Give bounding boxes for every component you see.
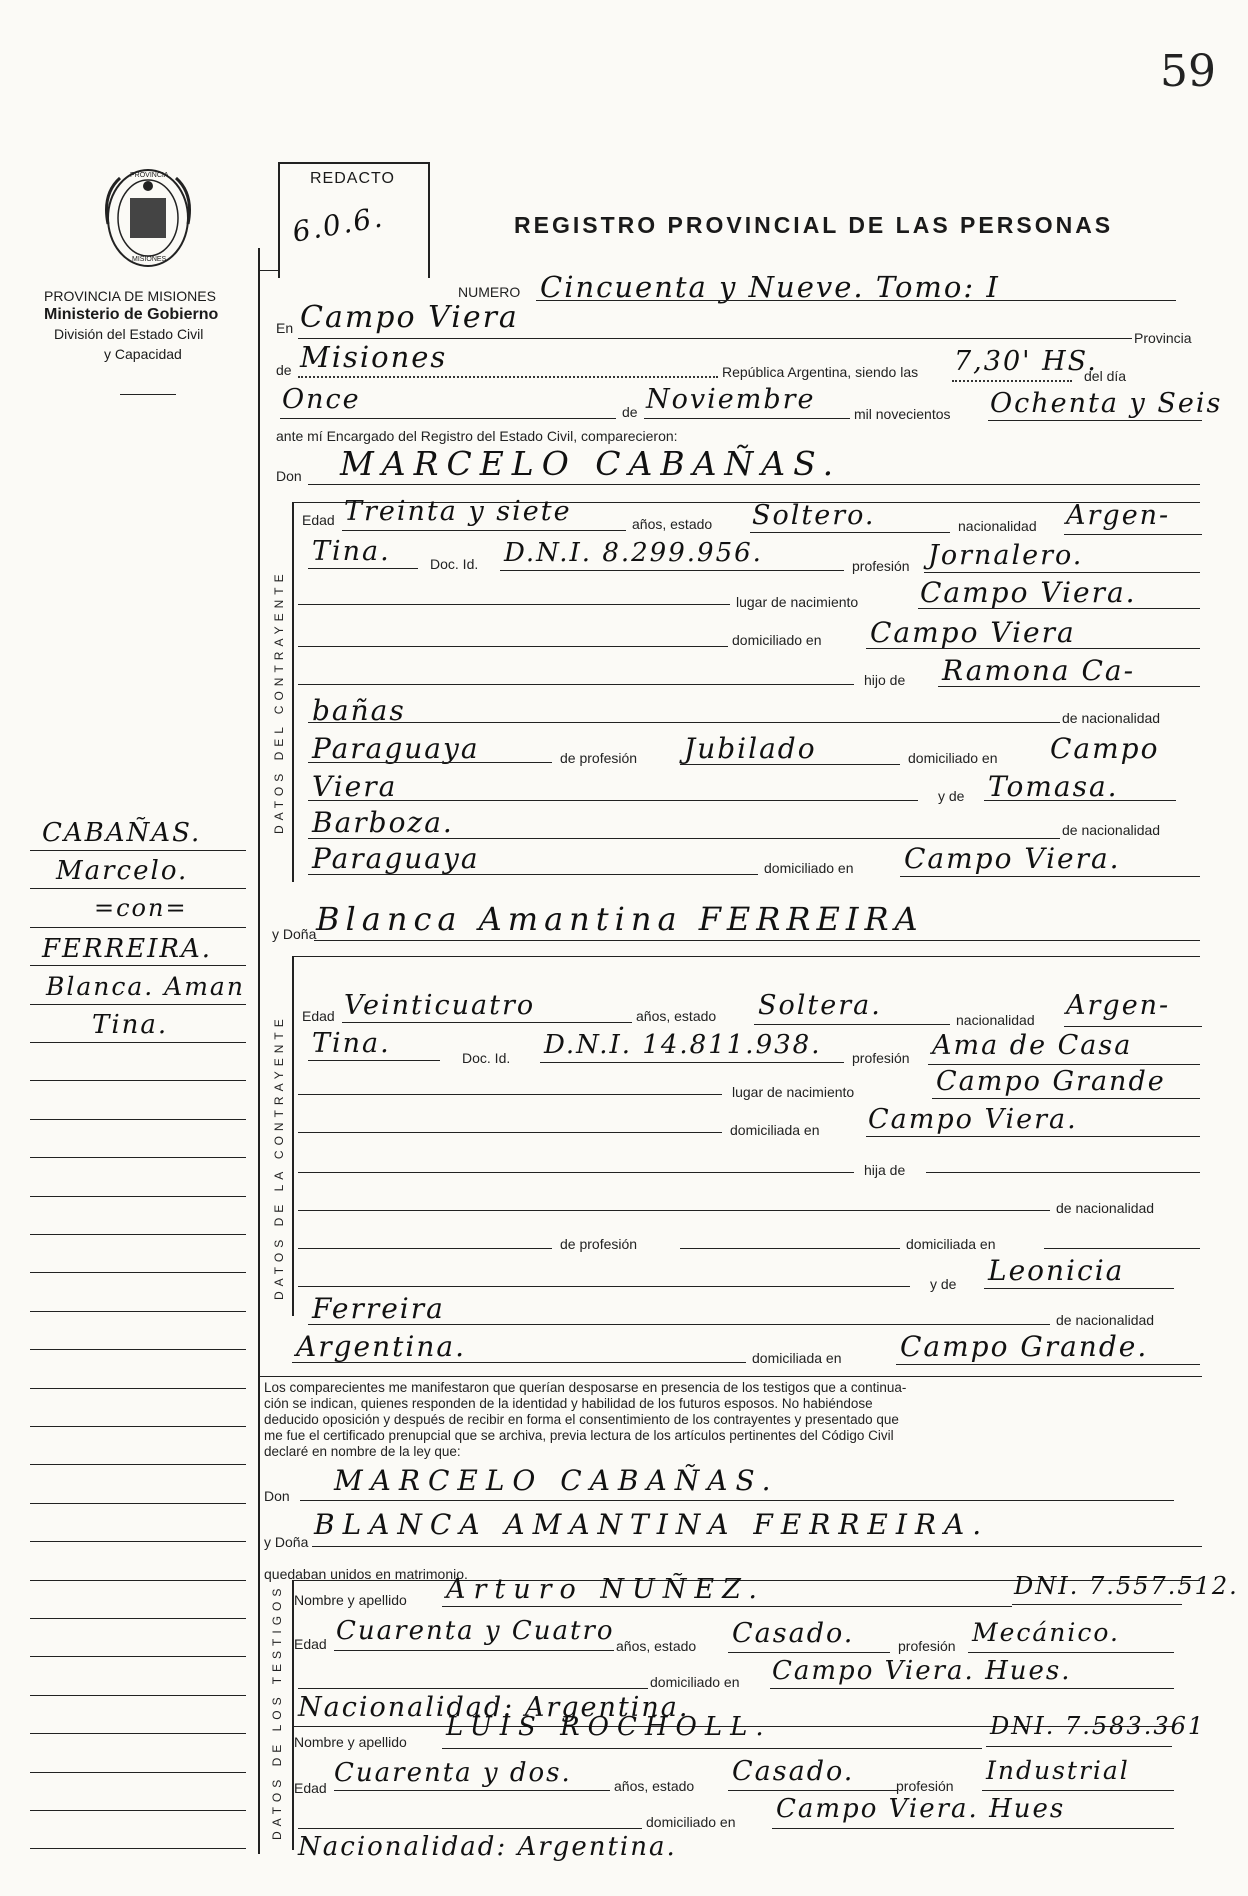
rule-bride-padre-dom (1044, 1248, 1200, 1249)
bride-madre-1: Leonicia (988, 1254, 1125, 1287)
w1-prof-label: profesión (898, 1638, 956, 1654)
w2-name: LUIS ROCHOLL. (446, 1712, 772, 1742)
margin-rule (30, 1042, 246, 1043)
rule-w2-prof (982, 1790, 1174, 1791)
rule-bride-madre-lead (298, 1286, 910, 1287)
rule-groom-lugar (918, 608, 1200, 609)
w1-estado-label: años, estado (616, 1638, 697, 1654)
w1-dom-label: domiciliado en (650, 1674, 740, 1690)
stamp-label: REDACTO (310, 170, 395, 187)
w2-prof-label: profesión (896, 1778, 954, 1794)
w1-edad-label: Edad (294, 1636, 327, 1652)
provincia-value: Misiones (300, 340, 448, 374)
margin-rule (30, 1426, 246, 1427)
bride-doc: D.N.I. 14.811.938. (544, 1030, 822, 1060)
groom-padre-dom-label: domiciliado en (908, 750, 998, 766)
bride-edad: Veinticuatro (344, 990, 536, 1021)
margin-rule (30, 1119, 246, 1120)
w2-edad: Cuarenta y dos. (334, 1758, 572, 1788)
rule-dia (280, 418, 616, 419)
bride-madre-dom-label: domiciliada en (752, 1350, 842, 1366)
rule-bride-nac-2 (308, 1060, 440, 1061)
bride-dom-label: domiciliada en (730, 1122, 820, 1138)
rule-w1-edad (334, 1650, 614, 1651)
rule-bride-padre-prof-lead (298, 1248, 552, 1249)
groom-padre-prof-label: de profesión (560, 750, 638, 766)
w1-profesion: Mecánico. (972, 1618, 1120, 1647)
groom-hijo-2: bañas (312, 694, 406, 727)
rule-groom-padre-dom-2 (308, 800, 918, 801)
rule-decl-dona (312, 1546, 1202, 1547)
bride-name: Blanca Amantina FERREIRA (316, 900, 924, 938)
rule-groom-dom-lead (298, 646, 728, 647)
rule-groom-doc (500, 570, 844, 571)
w1-name: Arturo NUÑEZ. (446, 1574, 765, 1605)
margin-rule (30, 1580, 246, 1581)
margin-rule (30, 1810, 246, 1811)
margin-rule (30, 1080, 246, 1081)
rule-numero (536, 300, 1176, 301)
rule-groom-madre-dom (900, 876, 1200, 877)
de-mes-label: de (622, 404, 638, 420)
legal-text-5: declaré en nombre de la ley que: (264, 1444, 461, 1459)
rule-w2-dom-lead (298, 1828, 642, 1829)
groom-nac-2: Tina. (312, 536, 391, 567)
w2-estado: Casado. (732, 1756, 855, 1787)
rule-w2-name (442, 1748, 982, 1749)
rule-groom-hijo (938, 686, 1200, 687)
office-line-1: PROVINCIA DE MISIONES (44, 288, 216, 304)
w1-dni: DNI. 7.557.512. (1014, 1572, 1239, 1600)
rule-groom-prof (924, 572, 1200, 573)
rule-hora (952, 380, 1072, 382)
w2-name-label: Nombre y apellido (294, 1734, 407, 1750)
bride-estado: Soltera. (758, 990, 882, 1021)
bride-doc-label: Doc. Id. (462, 1050, 511, 1066)
rule-w1-prof (968, 1652, 1174, 1653)
bride-domicilio: Campo Viera. (868, 1104, 1078, 1135)
margin-rule (30, 1503, 246, 1504)
margin-rule (30, 965, 246, 966)
form-top-rule (258, 270, 280, 271)
groom-y-de-label: y de (938, 788, 965, 804)
margin-rule (30, 1004, 246, 1005)
rule-bride-prof (928, 1064, 1200, 1065)
w2-dom-label: domiciliado en (646, 1814, 736, 1830)
margin-rule (30, 1311, 246, 1312)
margin-note-1: CABAÑAS. (42, 818, 202, 848)
margin-rule (30, 1157, 246, 1158)
rule-bride-padre (298, 1210, 1050, 1211)
dona-label: y Doña (272, 926, 317, 942)
rule-bride-lugar (932, 1098, 1200, 1099)
en-label: En (276, 320, 294, 336)
groom-hijo-1: Ramona Ca- (942, 654, 1136, 687)
groom-padre-nac: Paraguaya (312, 732, 480, 765)
groom-edad: Treinta y siete (344, 496, 572, 527)
margin-rule (30, 1272, 246, 1273)
bride-nac-label: nacionalidad (956, 1012, 1035, 1028)
margin-note-5: Blanca. Aman (46, 972, 245, 1001)
office-divider (120, 394, 176, 395)
decl-don: MARCELO CABAÑAS. (334, 1464, 779, 1497)
bride-block-top (292, 956, 1200, 957)
margin-note-4: FERREIRA. (42, 934, 213, 964)
groom-hijo-label: hijo de (864, 672, 906, 688)
rule-groom-nac (1064, 534, 1202, 535)
margin-rule (30, 1196, 246, 1197)
rule-bride-doc (540, 1062, 844, 1063)
groom-padre-nac-label: de nacionalidad (1062, 710, 1161, 726)
bride-lugar-label: lugar de nacimiento (732, 1084, 855, 1100)
provincial-seal (100, 164, 196, 272)
legal-text-4: me fue el certificado prenupcial que se archiva, previa lectura de los artículos pertinentes del Código Civil (264, 1428, 894, 1443)
groom-edad-label: Edad (302, 512, 335, 528)
bride-lugar-nac: Campo Grande (936, 1066, 1166, 1097)
bride-edad-label: Edad (302, 1008, 335, 1024)
bride-nac-1: Argen- (1066, 990, 1171, 1021)
bride-hija-label: hija de (864, 1162, 906, 1178)
groom-padre-dom-2: Viera (312, 770, 398, 803)
anio-value: Ochenta y Seis (990, 388, 1223, 419)
margin-note-6: Tina. (92, 1010, 169, 1040)
rule-w1-name (442, 1606, 1012, 1607)
numero-value: Cincuenta y Nueve. Tomo: I (540, 270, 1000, 304)
rule-bride-madre-dom (896, 1364, 1200, 1365)
rule-groom-dom (866, 648, 1200, 649)
groom-madre-dom-label: domiciliado en (764, 860, 854, 876)
bride-padre-prof-label: de profesión (560, 1236, 638, 1252)
bride-padre-dom-label: domiciliada en (906, 1236, 996, 1252)
ante-text: ante mí Encargado del Registro del Estado Civil, comparecieron: (276, 428, 678, 444)
groom-estado: Soltero. (752, 500, 876, 531)
form-left-border (258, 248, 260, 1854)
margin-rule (30, 1656, 246, 1657)
groom-name: MARCELO CABAÑAS. (340, 444, 842, 483)
margin-note-3: =con= (94, 894, 188, 922)
groom-profesion: Jornalero. (928, 540, 1084, 571)
don-label: Don (276, 468, 302, 484)
bride-block-border (292, 956, 294, 1316)
bride-y-de-label: y de (930, 1276, 957, 1292)
rule-bride-name (314, 940, 1200, 941)
rule-section-end (258, 1376, 1202, 1377)
groom-madre-nac-label: de nacionalidad (1062, 822, 1161, 838)
legal-text-1: Los comparecientes me manifestaron que querían desposarse en presencia de los testigos que a continua- (264, 1380, 907, 1395)
rule-w1-dni (1012, 1604, 1182, 1605)
witness-block-border (292, 1580, 294, 1850)
bride-padre-nac-label: de nacionalidad (1056, 1200, 1155, 1216)
margin-rule (30, 1733, 246, 1734)
rule-groom-lugar-lead (298, 604, 730, 605)
rule-groom-hijo-2 (308, 722, 1060, 723)
decl-dona-label: y Doña (264, 1534, 309, 1550)
groom-domicilio: Campo Viera (870, 616, 1076, 649)
legal-text-2: ción se indican, quienes responden de la identidad y habilidad de los futuros esposos. No habiéndose (264, 1396, 873, 1411)
margin-rule (30, 1234, 246, 1235)
del-dia-label: del día (1084, 368, 1127, 384)
form-top-tick (278, 162, 280, 248)
w2-nac: Nacionalidad: Argentina. (298, 1832, 677, 1862)
groom-lugar-nac: Campo Viera. (920, 576, 1137, 609)
de-label: de (276, 362, 292, 378)
groom-nac-label: nacionalidad (958, 518, 1037, 534)
margin-rule (30, 1772, 246, 1773)
bride-nac-2: Tina. (312, 1028, 391, 1059)
quedaban-text: quedaban unidos en matrimonio. (264, 1566, 468, 1582)
groom-section-label: DATOS DEL CONTRAYENTE (272, 569, 286, 834)
w1-name-label: Nombre y apellido (294, 1592, 407, 1608)
rule-anio (988, 420, 1202, 421)
office-line-4: y Capacidad (104, 346, 182, 362)
margin-rule (30, 888, 246, 889)
rule-mes (644, 418, 850, 419)
bride-madre-dom: Campo Grande. (900, 1330, 1149, 1363)
rule-w1-estado (728, 1652, 890, 1653)
bride-prof-label: profesión (852, 1050, 910, 1066)
rule-provincia (298, 376, 718, 378)
rule-bride-estado (754, 1024, 950, 1025)
rule-bride-nac (1064, 1026, 1202, 1027)
groom-nac-1: Argen- (1066, 500, 1171, 531)
rule-lugar (298, 338, 1132, 339)
rule-w1-dom (770, 1688, 1174, 1689)
w2-edad-label: Edad (294, 1780, 327, 1796)
page-number: 59 (1160, 46, 1216, 97)
w2-domicilio: Campo Viera. Hues (776, 1794, 1066, 1824)
margin-rule (30, 1388, 246, 1389)
mes-value: Noviembre (646, 384, 816, 415)
rule-bride-madre (984, 1288, 1174, 1289)
rule-groom-madre (984, 800, 1176, 801)
bride-madre-nac: Argentina. (296, 1330, 466, 1363)
lugar-value: Campo Viera (300, 300, 519, 335)
groom-estado-label: años, estado (632, 516, 713, 532)
rule-bride-padre-prof (680, 1248, 900, 1249)
rule-bride-hija (926, 1172, 1200, 1173)
rule-bride-hija-lead (298, 1172, 854, 1173)
w2-dni: DNI. 7.583.361 (990, 1712, 1206, 1740)
dia-value: Once (282, 384, 361, 415)
legal-text-3: deducido oposición y después de recibir en forma el consentimiento de los contrayentes y presentado que (264, 1412, 899, 1427)
rule-w1-dom-lead (298, 1688, 648, 1689)
bride-madre-2: Ferreira (312, 1292, 445, 1325)
w1-edad: Cuarenta y Cuatro (336, 1616, 615, 1646)
groom-dom-label: domiciliado en (732, 632, 822, 648)
rule-w2-dni (986, 1746, 1172, 1747)
groom-madre-nac: Paraguaya (312, 842, 480, 875)
w1-nac: Nacionalidad: Argentina. (298, 1692, 690, 1723)
groom-block-border (292, 502, 294, 882)
rule-bride-dom (866, 1136, 1200, 1137)
groom-doc: D.N.I. 8.299.956. (504, 538, 763, 568)
office-line-3: División del Estado Civil (54, 326, 204, 342)
groom-lugar-label: lugar de nacimiento (736, 594, 859, 610)
rule-groom-padre-prof (680, 764, 900, 765)
w2-profesion: Industrial (986, 1756, 1130, 1785)
groom-padre-dom-1: Campo (1050, 732, 1160, 765)
mil-nov-label: mil novecientos (854, 406, 951, 422)
rule-groom-nac-2 (308, 568, 418, 569)
w1-estado: Casado. (732, 1618, 855, 1649)
margin-rule (30, 1848, 246, 1849)
rule-bride-edad (342, 1022, 632, 1023)
bride-section-label: DATOS DE LA CONTRAYENTE (272, 1014, 286, 1300)
seal-bottom-text: MISIONES (132, 256, 167, 263)
rule-bride-madre-nac (292, 1362, 746, 1363)
hora-value: 7,30' HS. (954, 346, 1098, 377)
groom-doc-label: Doc. Id. (430, 556, 479, 572)
provincia-label: Provincia (1134, 330, 1192, 346)
w1-domicilio: Campo Viera. Hues. (772, 1656, 1072, 1686)
margin-rule (30, 927, 246, 928)
margin-rule (30, 1464, 246, 1465)
decl-don-label: Don (264, 1488, 290, 1504)
seal-top-text: PROVINCIA (130, 172, 169, 179)
margin-note-2: Marcelo. (56, 856, 189, 886)
margin-rule (30, 1695, 246, 1696)
margin-rule (30, 1618, 246, 1619)
margin-rule (30, 1541, 246, 1542)
rule-w2-dom (772, 1828, 1174, 1829)
w2-estado-label: años, estado (614, 1778, 695, 1794)
witness-section-label: DATOS DE LOS TESTIGOS (270, 1583, 284, 1840)
rule-groom-estado (750, 532, 950, 533)
rule-bride-lugar-lead (298, 1094, 722, 1095)
rule-w2-estado (728, 1790, 898, 1791)
bride-profesion: Ama de Casa (932, 1030, 1133, 1061)
rule-decl-don (300, 1500, 1174, 1501)
margin-rule (30, 1349, 246, 1350)
groom-madre-dom: Campo Viera. (904, 842, 1121, 875)
margin-rule (30, 850, 246, 851)
groom-madre-1: Tomasa. (988, 770, 1119, 803)
rule-bride-dom-lead (298, 1132, 722, 1133)
rule-groom-name (308, 484, 1200, 485)
groom-madre-2: Barboza. (312, 806, 454, 839)
bride-madre-nac-label: de nacionalidad (1056, 1312, 1155, 1328)
groom-padre-prof: Jubilado (684, 732, 817, 765)
office-line-2: Ministerio de Gobierno (44, 306, 219, 323)
rule-groom-madre-2 (308, 838, 1060, 839)
rule-groom-hijo-lead (298, 684, 854, 685)
rule-bride-madre-2 (308, 1324, 1050, 1325)
rule-groom-edad (342, 530, 626, 531)
rep-arg-label: República Argentina, siendo las (722, 364, 919, 380)
rule-groom-padre-nac (308, 762, 552, 763)
page-title: REGISTRO PROVINCIAL DE LAS PERSONAS (514, 212, 1114, 238)
groom-prof-label: profesión (852, 558, 910, 574)
rule-groom-madre-nac (308, 874, 758, 875)
decl-dona: BLANCA AMANTINA FERREIRA. (314, 1508, 990, 1541)
rule-w2-edad (334, 1790, 610, 1791)
bride-estado-label: años, estado (636, 1008, 717, 1024)
numero-label: NUMERO (458, 284, 521, 300)
stamp-code: 6.0.6. (289, 200, 387, 249)
